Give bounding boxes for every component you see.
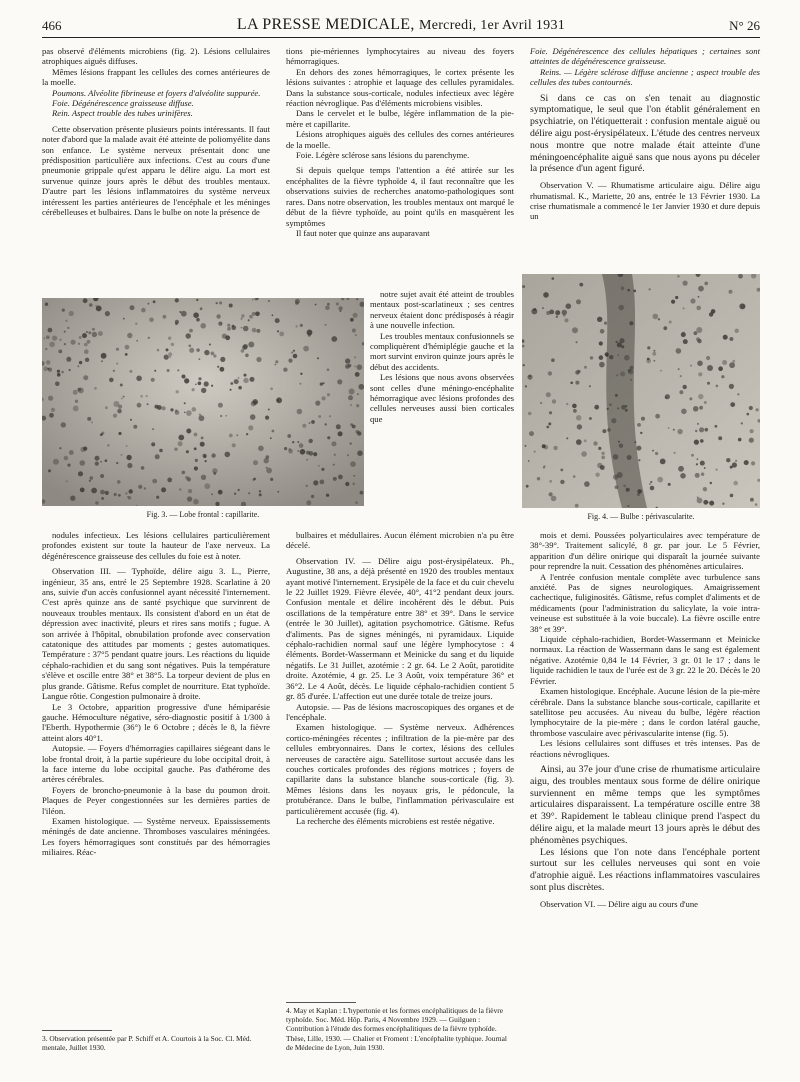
paragraph: Poumons. Alvéolite fibrineuse et foyers d'alvéolite suppurée. — [52, 87, 261, 98]
paragraph: En dehors des zones hémorragiques, le cortex présente les lésions suivantes : atrophie et laquage des cellules pyramidales. Dans la substance sous-corticale, nodules infectieux avec légère réaction névroglique. Pas d'éléments microbiens visibles. — [286, 66, 514, 109]
figure-4-micrograph — [522, 274, 760, 508]
paragraph: notre sujet avait été atteint de troubles mentaux post-scarlatineux ; ses centres nerveux étaient donc prédisposés à réagir à une nouvelle infection. — [370, 289, 514, 331]
paragraph: Le 3 Octobre, apparition progressive d'une hémiparésie gauche. Hémoculture négative, séro-diagnostic positif à 1/300 à l'Eberth. Hypothermie (36°) le 6 Octobre ; décès le 8, la fièvre atteint alors 40°1. — [42, 701, 270, 743]
paragraph: Ainsi, au 37e jour d'une crise de rhumatisme articulaire aigu, des troubles mentaux sous forme de délire onirique surviennent en même temps que les symptômes articulaires disparaissent. La température oscille entre 38 et 39°. Rapidement le tableau clinique prend l'aspect du délire aigu, et la malade meurt 13 jours après le début des phénomènes psychiques. — [530, 763, 760, 846]
paragraph: Les troubles mentaux confusionnels se compliquèrent d'hémiplégie gauche et la mort survint environ quinze jours après le début des accidents. — [370, 330, 514, 372]
footnote-4: 4. May et Kaplan : L'hypertonie et les formes encéphalitiques de la fièvre typhoïde. Soc. Méd. Hôp. Paris, 4 Novembre 1929. — Guilguen : Contribution à l'étude des formes encéphalitiques de la fièvre typhoïde. Thèse, Lille, 1930. — Chalier et Froment : L'encéphalite typhique. Journal de Médecine de Lyon, Juin 1930. — [286, 1006, 507, 1052]
paragraph: Lésions atrophiques aiguës des cellules des cornes antérieures de la moelle. — [286, 129, 514, 150]
page-number: 466 — [42, 18, 62, 33]
column-1-top — [42, 46, 270, 218]
paragraph: Reins. — Légère sclérose diffuse ancienne ; aspect trouble des cellules des tubes contournés. — [530, 66, 760, 88]
figure-3-micrograph — [42, 298, 364, 506]
paragraph: bulbaires et médullaires. Aucun élément microbien n'a pu être décelé. — [286, 530, 514, 551]
footnote-rule — [42, 1030, 112, 1031]
paragraph: Les lésions que nous avons observées sont celles d'une méningo-encéphalite hémorragique avec lésions profondes des cellules nerveuses aussi bien corticales que — [370, 372, 514, 424]
issue-date: Mercredi, 1er Avril 1931 — [418, 18, 566, 33]
journal-name: LA PRESSE MEDICALE, — [236, 16, 415, 33]
paragraph: Il faut noter que quinze ans auparavant — [296, 227, 430, 238]
paragraph: Rein. Aspect trouble des tubes urinifères. — [52, 108, 193, 119]
paragraph: Examen histologique. — Système nerveux. Adhérences cortico-méningées récentes ; infiltration de la pie-mère par des cellules embryonnaires. Dans le cortex, lésions des cellules nerveuses de caractère aigu. Satellitose surtout accusée dans les couches corticales profondes des régions motrices ; foyers de capillarite dans la substance blanche sous-corticale (fig. 3). Mêmes lésions dans les noyaux gris, le pédoncule, la protubérance. Dans le bulbe, l'inflammation périvasculaire est particulièrement accusée (fig. 4). — [286, 722, 514, 816]
paragraph: Observation III. — Typhoïde, délire aigu 3. L., Pierre, ingénieur, 35 ans, entré le 25 Septembre 1928. Scarlatine à 20 ans, suivie d'un accès confusionnel ayant nécessité l'internement. C'est après quinze ans de santé psychique que survinrent de nouveaux troubles mentaux. Ils consistent d'abord en un état de dépression avec inactivité, pleurs et rires sans motifs ; fugue. A son arrivée à l'hôpital, obnubilation profonde avec conservation catatonique des attitudes par moments ; gestes automatiques. Température : 37°5 pendant quatre jours. Les réactions du liquide céphalo-rachidien et du sang sont négatives. Puis la température s'élève et oscille entre 38° et 38°5. La torpeur devient de plus en plus grande. Gâtisme. Refus complet de nourriture. Etat typhoïde. Langue rôtie. Congestion pulmonaire à droite. — [42, 566, 270, 702]
column-1-lower — [42, 530, 270, 858]
paragraph: Foyers de broncho-pneumonie à la base du poumon droit. Plaques de Peyer congestionnées sur les dernières parties de l'iléon. — [42, 784, 270, 816]
paragraph: Observation VI. — Délire aigu au cours d'une — [540, 898, 698, 909]
column-2-lower — [286, 530, 514, 826]
paragraph: mois et demi. Poussées polyarticulaires avec température de 38°-39°. Traitement salicylé, 8 gr. par jour. Le 5 Février, apparition d'un délire onirique qui disparaît la journée suivante pour reprendre la nuit. Cessation des phénomènes articulaires. — [530, 530, 760, 572]
header-rule — [42, 37, 760, 38]
paragraph: Les lésions que l'on note dans l'encéphale portent surtout sur les cellules nerveuses qui sont en voie d'atrophie aiguë. Les réactions inflammatoires vasculaires sont plus discrètes. — [530, 846, 760, 893]
paragraph: Autopsie. — Pas de lésions macroscopiques des organes et de l'encéphale. — [286, 701, 514, 722]
paragraph: Examen histologique. — Système nerveux. Epaississements méningés de date ancienne. Thromboses vasculaires méningées. Les foyers hémorragiques sont constitués par des hémorragies miliaires. Réac- — [42, 815, 270, 858]
column-2-top — [286, 46, 514, 238]
paragraph: Mêmes lésions frappant les cellules des cornes antérieures de la moelle. — [42, 66, 270, 88]
issue-number: N° 26 — [729, 18, 760, 33]
paragraph: Les lésions cellulaires sont diffuses et très intenses. Pas de réactions névrogliques. — [530, 738, 760, 759]
paragraph: pas observé d'éléments microbiens (fig. 2). Lésions cellulaires atrophiques aiguës diffuses. — [42, 46, 270, 67]
paragraph: Observation IV. — Délire aigu post-érysipélateux. Ph., Augustine, 38 ans, a déjà présenté en 1920 des troubles mentaux ayant motivé l'internement. Erysipèle de la face et du cuir chevelu le 22 Juillet 1929. Fièvre élevée, 40°, 41°2 pendant deux jours. Confusion mentale et délire incohérent dès le début. Puis oscillations de la température entre 38° et 39°. Dans le service (entrée le 30 Juillet), agitation psychomotrice. Gâtisme. Refus d'aliments. Pas de signes méningés, ni pyramidaux. Liquide céphalo-rachidien normal sauf une légère lymphocytose : 4 éléments. Bordet-Wassermann et Meinicke du sang et du liquide négatifs. Le 31 Juillet, azotémie : 2 gr. 64. Le 2 Août, parotidite droite. Azotémie, 4 gr. 25. Le 3 Août, voix température 36° et 36°2. Le 4 Août, décès. Le liquide céphalo-rachidien contient 5 gr. 85 d'urée. L'affection eut une durée totale de treize jours. — [286, 555, 514, 702]
paragraph: nodules infectieux. Les lésions cellulaires particulièrement profondes existent sur toute la hauteur de l'axe nerveux. La dégénérescence graisseuse des cellules du foie est à noter. — [42, 530, 270, 561]
figure-4-caption: Fig. 4. — Bulbe : périvascularite. — [587, 512, 695, 521]
journal-title-line — [42, 16, 760, 34]
paragraph: Autopsie. — Foyers d'hémorragies capillaires siégeant dans le lobe frontal droit, à la partie supérieure du lobe occipital droit, à la face interne du lobe occipital gauche. Pas d'athérome des artères cérébrales. — [42, 743, 270, 785]
column-3-top — [530, 46, 760, 222]
footnote-3: 3. Observation présentée par P. Schiff et A. Courtois à la Soc. Cl. Méd. mentale, Juillet 1930. — [42, 1034, 252, 1053]
paragraph: Examen histologique. Encéphale. Aucune lésion de la pie-mère cérébrale. Dans la substance blanche sous-corticale, capillarite et satellitose peu accusées. Au niveau du bulbe, légère réaction lymphocytaire de la pie-mère ; dans le cordon latéral gauche, thrombose vasculaire avec périvascularite intense (fig. 5). — [530, 686, 760, 738]
paragraph: Dans le cervelet et le bulbe, légère inflammation de la pie-mère et capillarite. — [286, 108, 514, 129]
paragraph: Cette observation présente plusieurs points intéressants. Il faut noter d'abord que la malade avait été atteinte de poliomyélite dans son enfance. Le système nerveux présentait donc une prédisposition particulière aux infections. C'est au cours d'une pneumonie grippale qu'est apparu le délire aigu. La mort est survenue quinze jours après le début des troubles mentaux. D'autre part les lésions inflammatoires du système nerveux intéressent les parties antérieures de l'encéphale et les méninges cérébelleuses et bulbaires. Dans le bulbe on note la présence de — [42, 123, 270, 218]
paragraph: Foie. Légère sclérose sans lésions du parenchyme. — [296, 150, 470, 161]
paragraph: La recherche des éléments microbiens est restée négative. — [296, 815, 495, 826]
column-2-wrap — [370, 289, 514, 424]
paragraph: Foie. Dégénérescence des cellules hépatiques ; certaines sont atteintes de dégénérescence graisseuse. — [530, 46, 760, 67]
figure-3-caption: Fig. 3. — Lobe frontal : capillarite. — [146, 510, 260, 519]
paragraph: Liquide céphalo-rachidien, Bordet-Wassermann et Meinicke normaux. La réaction de Wassermann dans le sang est également négative. Azotémie 0,84 le 14 Février, 3 gr. 01 le 17 ; dans le liquide rachidien le taux de l'urée est de 3 gr. 22 le 20. Décès le 20 Février. — [530, 634, 760, 686]
paragraph: tions pie-mériennes lymphocytaires au niveau des foyers hémorragiques. — [286, 46, 514, 67]
paragraph: A l'entrée confusion mentale complète avec turbulence sans anxiété. Pas de signes neurologiques. Amaigrissement cachectique, fuliginosités. Gâtisme, refus complet d'aliments et de médicaments (pour l'administration du salicylate, la voie intra-veineuse est substituée à la voie buccale). La fièvre oscille entre 38° et 39°. — [530, 571, 760, 634]
paragraph: Observation V. — Rhumatisme articulaire aigu. Délire aigu rhumatismal. K., Mariette, 20 ans, entrée le 13 Février 1930. La crise rhumatismale a commencé le 1er Janvier 1930 et dure depuis un — [530, 180, 760, 222]
column-3-lower — [530, 530, 760, 909]
paragraph: Foie. Dégénérescence graisseuse diffuse. — [52, 98, 194, 109]
paragraph: Si depuis quelque temps l'attention a été attirée sur les encéphalites de la fièvre typhoïde 4, il faut reconnaître que les observations suivies de recherches anatomo-pathologiques sont rares. Dans notre observation, les troubles mentaux ont marqué le début de la fièvre typhoïde, au point qu'ils en masquèrent les symptômes — [286, 165, 514, 228]
paragraph: Si dans ce cas on s'en tenait au diagnostic symptomatique, le seul que l'on établit généralement en psychiatrie, on l'étiquetterait : confusion mentale aiguë ou délire aigu post-érysipélateux. L'étude des centres nerveux nous montre que notre malade était atteinte d'une méningoencéphalite aiguë sans que nous ayons pu déceler la présence d'un agent figuré. — [530, 92, 760, 175]
footnote-rule — [286, 1002, 356, 1003]
